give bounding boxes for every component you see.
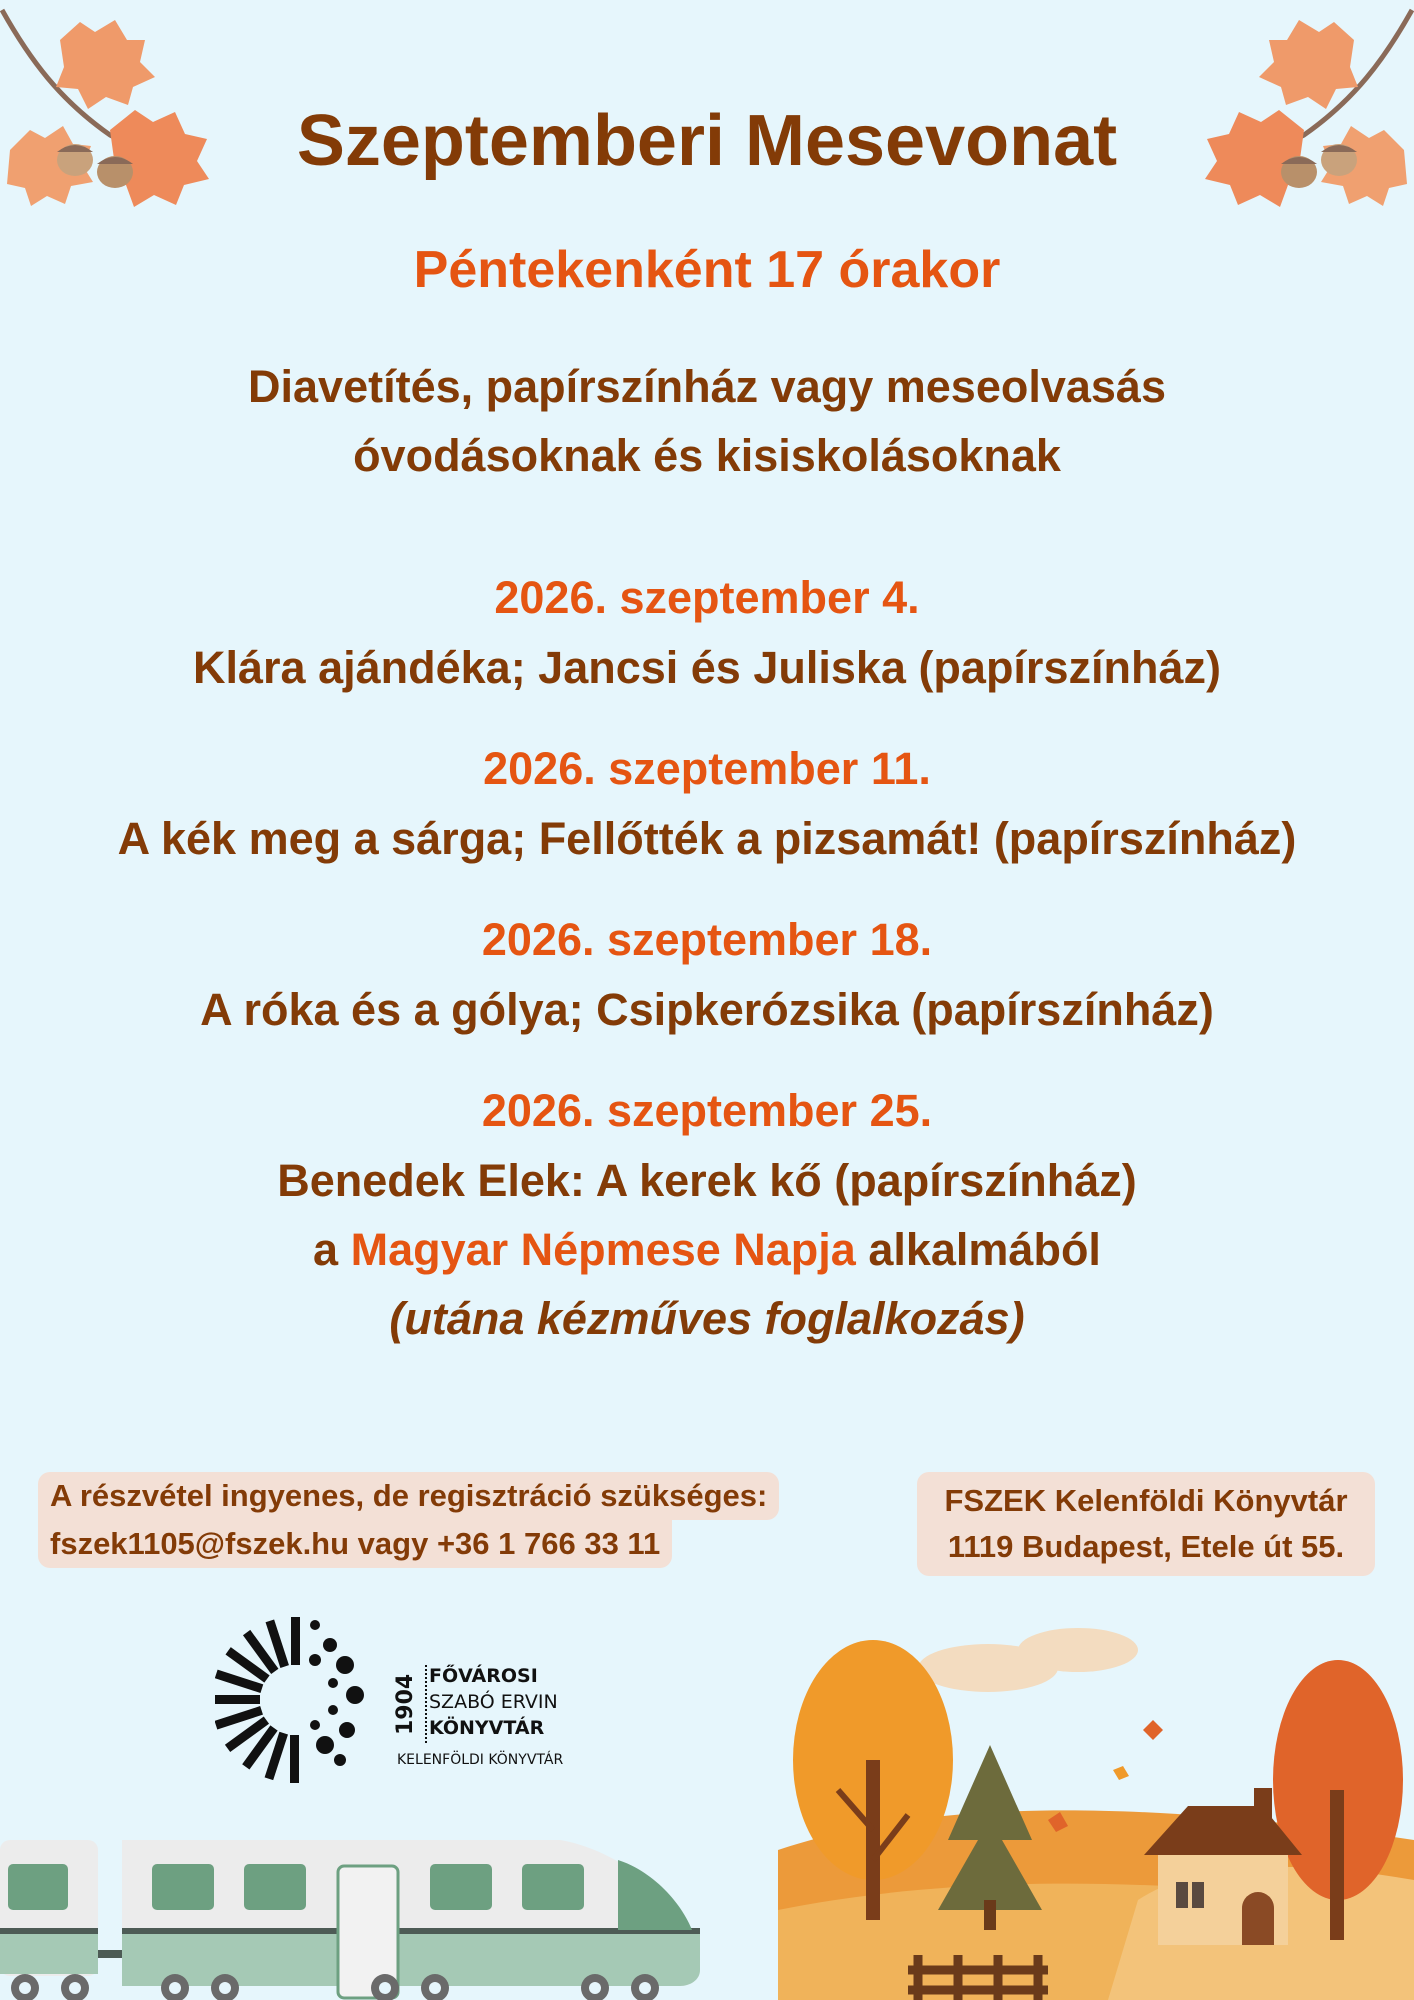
poster-title: Szeptemberi Mesevonat	[296, 101, 1118, 181]
event-program-2: A kék meg a sárga; Fellőtték a pizsamát! (papírszínház)	[117, 813, 1297, 864]
logo-year: 1904	[393, 1673, 418, 1735]
description-line-2: óvodásoknak és kisiskolásoknak	[353, 430, 1061, 481]
event-date-1: 2026. szeptember 4.	[494, 572, 920, 623]
venue-info	[917, 1472, 1375, 1576]
event-date-2: 2026. szeptember 11.	[483, 743, 931, 794]
library-logo	[215, 1615, 575, 1790]
event-program-3: A róka és a gólya; Csipkerózsika (papírszínház)	[200, 984, 1214, 1035]
event-note: (utána kézműves foglalkozás)	[389, 1293, 1025, 1344]
venue-line-1: FSZEK Kelenföldi Könyvtár	[944, 1483, 1348, 1518]
venue-line-2: 1119 Budapest, Etele út 55.	[947, 1529, 1345, 1564]
registration-info	[38, 1472, 779, 1568]
description-line-1: Diavetítés, papírszínház vagy meseolvasás	[248, 361, 1166, 412]
occasion-suffix: alkalmából	[868, 1224, 1101, 1275]
event-program-1: Klára ajándéka; Jancsi és Juliska (papírszínház)	[193, 642, 1221, 693]
logo-line-1: FŐVÁROSI	[429, 1665, 538, 1687]
occasion-prefix: a	[313, 1224, 339, 1275]
event-occasion	[0, 1215, 1414, 1284]
train-illustration	[0, 1830, 710, 2000]
logo-branch: KELENFÖLDI KÖNYVTÁR	[397, 1752, 564, 1768]
poster-description	[0, 352, 1414, 490]
library-sunburst-logo-icon	[215, 1615, 375, 1785]
poster-subtitle: Péntekenként 17 órakor	[413, 241, 1001, 299]
event-date-4: 2026. szeptember 25.	[481, 1085, 933, 1136]
occasion-highlight: Magyar Népmese Napja	[350, 1224, 856, 1275]
registration-line-2: fszek1105@fszek.hu vagy +36 1 766 33 11	[38, 1520, 672, 1568]
event-date-3: 2026. szeptember 18.	[481, 914, 933, 965]
event-program-4: Benedek Elek: A kerek kő (papírszínház)	[277, 1155, 1137, 1206]
autumn-village-illustration	[778, 1610, 1414, 2000]
logo-line-2: SZABÓ ERVIN	[429, 1691, 558, 1713]
registration-line-1: A részvétel ingyenes, de regisztráció szükséges:	[38, 1472, 779, 1520]
logo-line-3: KÖNYVTÁR	[429, 1717, 545, 1739]
